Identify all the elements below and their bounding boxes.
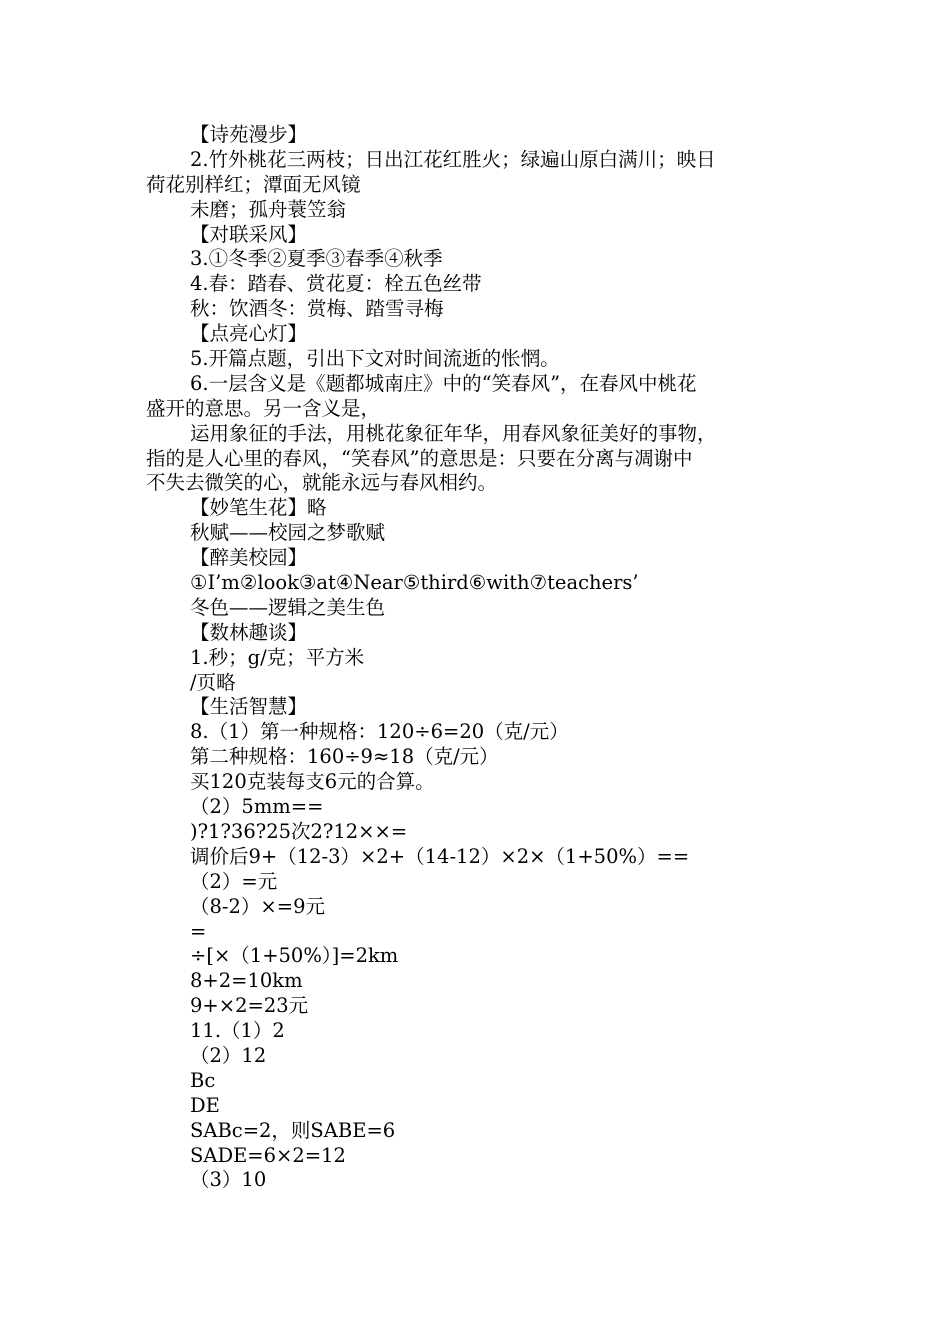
answer-line: ①I’m②look③at④Near⑤third⑥with⑦teachers’ <box>190 571 639 595</box>
answer-line: 第二种规格：160÷9≈18（克/元） <box>190 745 499 769</box>
answer-line: /页略 <box>190 670 236 694</box>
answer-line: 8.（1）第一种规格：120÷6=20（克/元） <box>190 720 569 744</box>
section-heading-couplets: 【对联采风】 <box>190 222 308 246</box>
answer-line: （8-2）×=9元 <box>190 894 325 918</box>
answer-line: SABc=2，则SABE=6 <box>190 1118 396 1142</box>
answer-line: 买120克装每支6元的合算。 <box>190 770 435 794</box>
answer-line: 冬色——逻辑之美生色 <box>190 595 386 619</box>
section-heading-heart-lamp: 【点亮心灯】 <box>190 322 308 346</box>
answer-line: 9+×2=23元 <box>190 994 309 1018</box>
answer-line: 不失去微笑的心，就能永远与春风相约。 <box>146 471 498 495</box>
answer-line: 荷花别样红；潭面无风镜 <box>146 172 361 196</box>
answer-line: 11.（1）2 <box>190 1019 285 1043</box>
answer-line: 4.春：踏春、赏花夏：栓五色丝带 <box>190 272 482 296</box>
answer-line: )?1?36?25次2?12××= <box>190 819 408 843</box>
answer-line: 8+2=10km <box>190 969 303 993</box>
answer-line: 秋赋——校园之梦歌赋 <box>190 521 386 545</box>
answer-line: 盛开的意思。另一含义是， <box>146 396 381 420</box>
answer-line: （2）=元 <box>190 869 278 893</box>
section-heading-poetry: 【诗苑漫步】 <box>190 123 308 146</box>
answer-line: 秋：饮酒冬：赏梅、踏雪寻梅 <box>190 297 444 321</box>
answer-line: Bc <box>190 1068 216 1092</box>
section-heading-writing: 【妙笔生花】略 <box>190 496 327 520</box>
answer-line: DE <box>190 1093 220 1117</box>
answer-line: 6.一层含义是《题都城南庄》中的“笑春风”，在春风中桃花 <box>190 371 697 395</box>
section-heading-math: 【数林趣谈】 <box>190 620 308 644</box>
answer-line: 1.秒；g/克；平方米 <box>190 645 365 669</box>
answer-line: 2.竹外桃花三两枝；日出江花红胜火；绿遍山原白满川；映日 <box>190 147 716 171</box>
answer-line: （2）12 <box>190 1043 267 1067</box>
document-body <box>146 123 810 1193</box>
answer-line: （2）5mm== <box>190 795 324 819</box>
answer-line: 指的是人心里的春风，“笑春风”的意思是：只要在分离与凋谢中 <box>146 446 693 470</box>
answer-line: （3）10 <box>190 1168 267 1192</box>
section-heading-life-wisdom: 【生活智慧】 <box>190 695 308 719</box>
answer-line: = <box>190 919 207 943</box>
answer-line: ÷[×（1+50%）]=2km <box>190 944 399 968</box>
answer-line: 5.开篇点题，引出下文对时间流逝的怅惘。 <box>190 347 560 371</box>
answer-line: 运用象征的手法，用桃花象征年华，用春风象征美好的事物， <box>190 421 717 445</box>
section-heading-campus: 【醉美校园】 <box>190 546 308 570</box>
answer-line: 3.①冬季②夏季③春季④秋季 <box>190 247 443 271</box>
answer-line: SADE=6×2=12 <box>190 1143 346 1167</box>
answer-line: 调价后9+（12-3）×2+（14-12）×2×（1+50%）== <box>190 844 690 868</box>
answer-line: 未磨；孤舟蓑笠翁 <box>190 197 347 221</box>
